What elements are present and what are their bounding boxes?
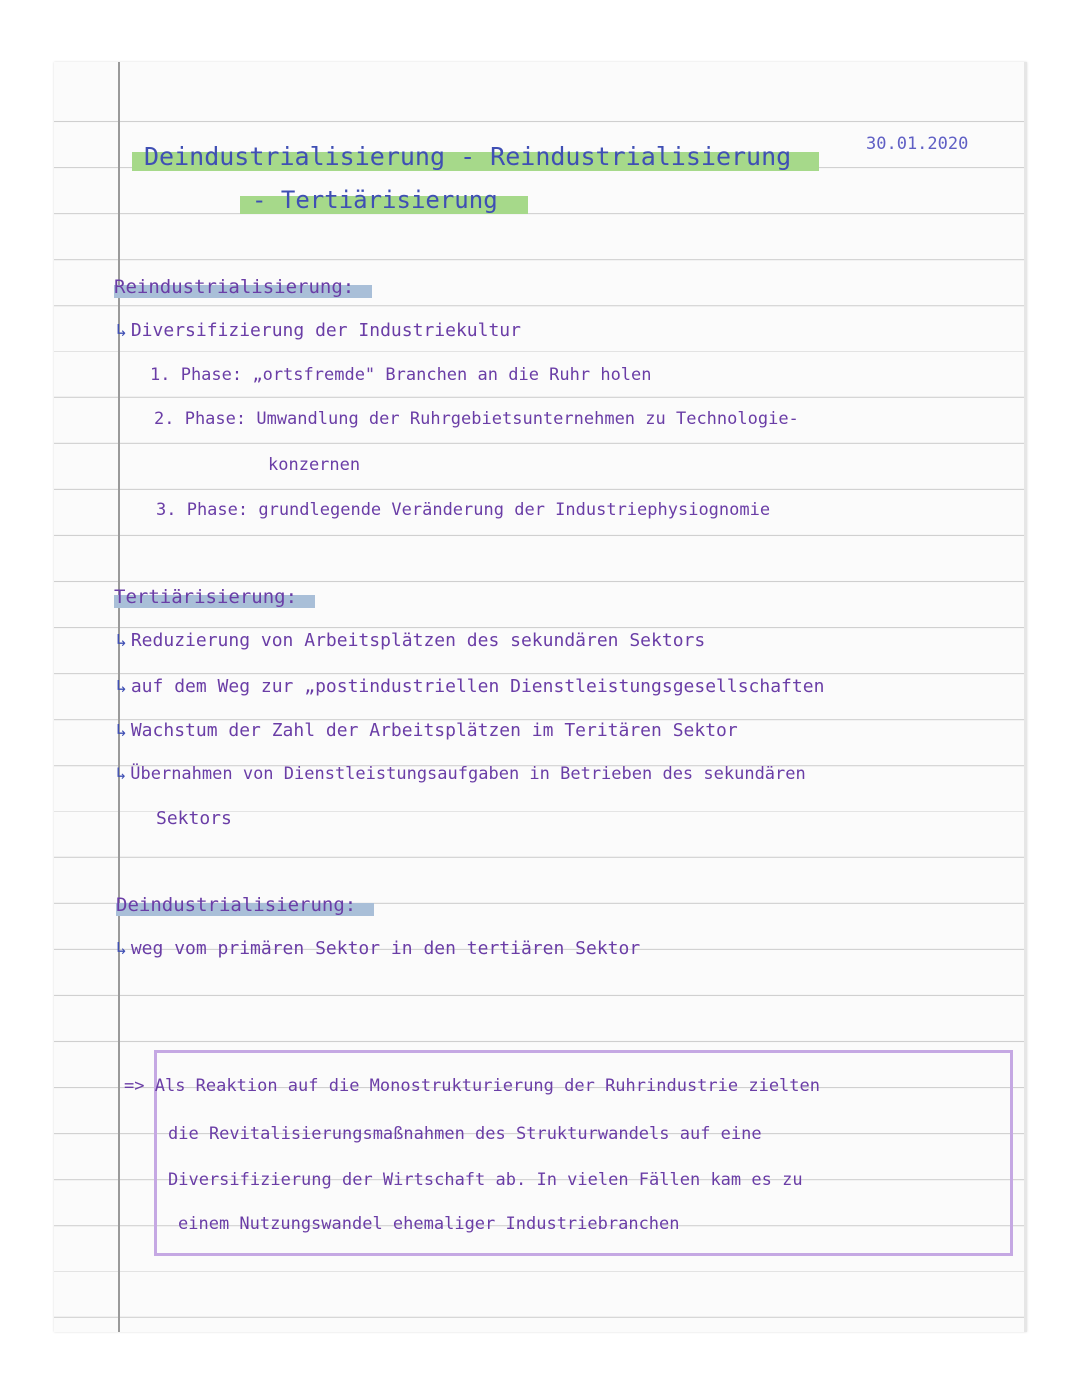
heading-reindustrialisierung: Reindustrialisierung: <box>114 276 372 298</box>
heading-tertiaerisierung: Tertiärisierung: <box>114 586 315 608</box>
list-item: ↳ Übernahmen von Dienstleistungsaufgaben in Betrieben des sekundären <box>116 764 806 784</box>
arrow-icon: ↳ <box>116 938 127 959</box>
phase-2-continuation: konzernen <box>268 455 361 475</box>
conclusion-line-4: einem Nutzungswandel ehemaliger Industriebranchen <box>178 1214 680 1234</box>
list-item-continuation: Sektors <box>156 808 232 829</box>
phase-3: 3. Phase: grundlegende Veränderung der Industriephysiognomie <box>156 500 771 520</box>
phase-1: 1. Phase: „ortsfremde" Branchen an die Ruhr holen <box>150 365 652 385</box>
implication-arrow-icon: => <box>124 1076 145 1096</box>
conclusion-line-3: Diversifizierung der Wirtschaft ab. In vielen Fällen kam es zu <box>168 1170 803 1190</box>
list-item: ↳ Diversifizierung der Industriekultur <box>116 320 521 341</box>
list-item: ↳ Reduzierung von Arbeitsplätzen des sekundären Sektors <box>116 630 706 651</box>
list-item: ↳ auf dem Weg zur „postindustriellen Dienstleistungsgesellschaften <box>116 676 825 697</box>
conclusion-line-2: die Revitalisierungsmaßnahmen des Strukturwandels auf eine <box>168 1124 762 1144</box>
list-item: ↳ Wachstum der Zahl der Arbeitsplätzen im Teritären Sektor <box>116 720 738 741</box>
arrow-icon: ↳ <box>116 320 127 341</box>
date: 30.01.2020 <box>866 134 969 154</box>
title-line-2: - Tertiärisierung <box>240 186 528 214</box>
arrow-icon: ↳ <box>116 630 127 651</box>
arrow-icon: ↳ <box>116 764 127 784</box>
conclusion-line-1: => Als Reaktion auf die Monostrukturierung der Ruhrindustrie zielten <box>124 1076 821 1096</box>
margin-line <box>118 62 120 1332</box>
heading-deindustrialisierung: Deindustrialisierung: <box>116 894 374 916</box>
title-line-1: Deindustrialisierung - Reindustrialisierung <box>132 142 819 171</box>
list-item: ↳ weg vom primären Sektor in den tertiären Sektor <box>116 938 641 959</box>
phase-2: 2. Phase: Umwandlung der Ruhrgebietsunternehmen zu Technologie- <box>154 409 799 429</box>
notebook-page <box>54 62 1027 1332</box>
arrow-icon: ↳ <box>116 720 127 741</box>
arrow-icon: ↳ <box>116 676 127 697</box>
